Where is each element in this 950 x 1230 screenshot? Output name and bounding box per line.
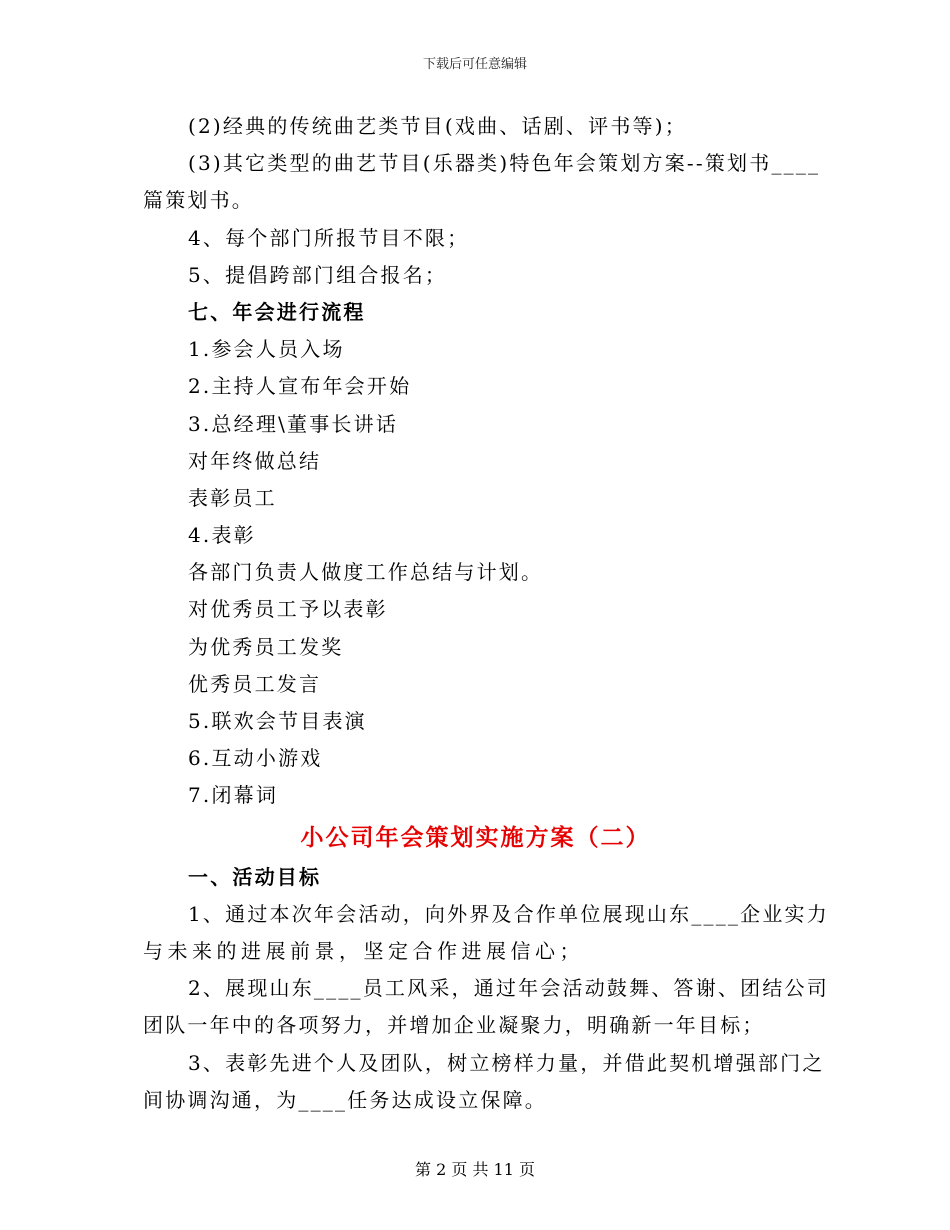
body-line: (2)经典的传统曲艺类节目(戏曲、话剧、评书等)； (188, 114, 687, 138)
section-heading: 一、活动目标 (188, 864, 322, 889)
body-line: 7.闭幕词 (188, 783, 279, 808)
body-line: 团队一年中的各项努力，并增加企业凝聚力，明确新一年目标； (143, 1013, 765, 1038)
body-line: 对优秀员工予以表彰 (188, 597, 388, 622)
body-line: 2、展现山东____员工风采，通过年会活动鼓舞、答谢、团结公司 (188, 976, 829, 1001)
body-line: 5、提倡跨部门组合报名； (188, 262, 448, 287)
body-line: 2.主持人宣布年会开始 (188, 374, 412, 399)
body-line: (3)其它类型的曲艺节目(乐器类)特色年会策划方案--策划书____ (188, 151, 821, 176)
body-line: 对年终做总结 (188, 448, 322, 473)
body-line: 3.总经理\董事长讲话 (188, 411, 399, 436)
body-line: 1.参会人员入场 (188, 337, 345, 362)
body-line: 4.表彰 (188, 523, 256, 548)
body-line: 间协调沟通，为____任务达成设立保障。 (143, 1087, 547, 1112)
body-line: 优秀员工发言 (188, 671, 322, 696)
body-line: 4、每个部门所报节目不限； (188, 225, 470, 250)
body-line: 与未来的进展前景，坚定合作进展信心； (143, 938, 584, 963)
body-line: 为优秀员工发奖 (188, 634, 344, 659)
body-line: 篇策划书。 (143, 188, 254, 213)
body-line: 3、表彰先进个人及团队，树立榜样力量，并借此契机增强部门之 (188, 1050, 825, 1075)
section-heading: 七、年会进行流程 (188, 299, 366, 324)
section-title: 小公司年会策划实施方案（二） (300, 823, 651, 851)
body-line: 5.联欢会节目表演 (188, 709, 367, 733)
body-line: 1、通过本次年会活动，向外界及合作单位展现山东____企业实力 (188, 901, 829, 926)
body-line: 各部门负责人做度工作总结与计划。 (188, 560, 544, 585)
body-line: 表彰员工 (188, 485, 277, 510)
page-header: 下载后可任意编辑 (422, 57, 527, 72)
page-footer: 第 2 页 共 11 页 (415, 1160, 535, 1179)
body-line: 6.互动小游戏 (188, 746, 323, 771)
document-body (143, 108, 829, 1119)
